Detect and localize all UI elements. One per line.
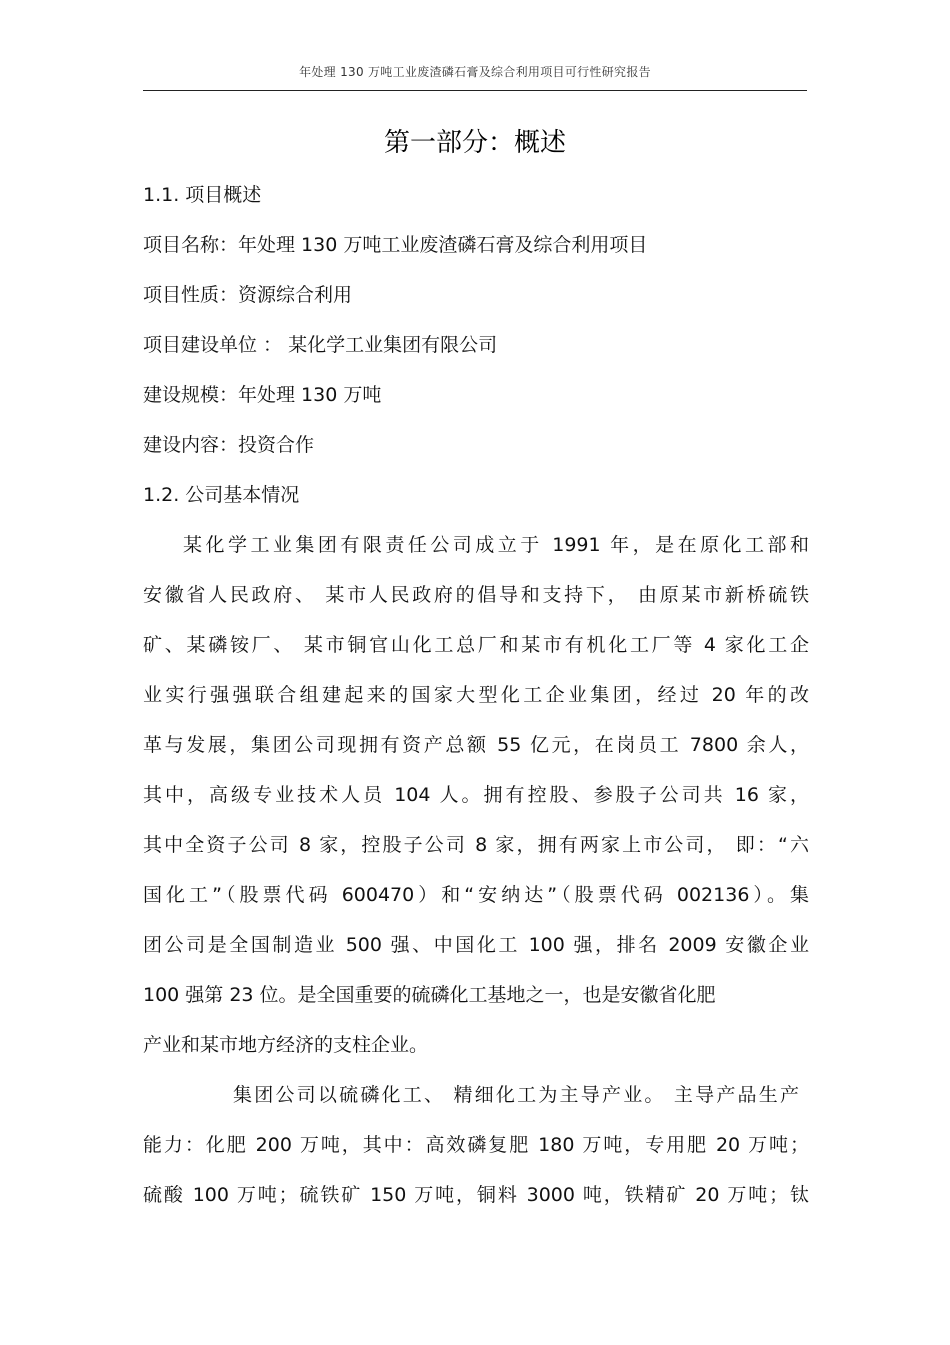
paragraph-line: 能力：化肥 200 万吨，其中：高效磷复肥 180 万吨，专用肥 20 万吨； bbox=[143, 1134, 809, 1156]
paragraph-line: 矿、某磷铵厂、 某市铜官山化工总厂和某市有机化工厂等 4 家化工企 bbox=[143, 634, 809, 656]
paragraph-line: 集团公司以硫磷化工、 精细化工为主导产业。 主导产品生产 bbox=[233, 1084, 799, 1106]
field-construction-unit: 项目建设单位 ： 某化学工业集团有限公司 bbox=[143, 334, 498, 356]
paragraph-line: 团公司是全国制造业 500 强、中国化工 100 强，排名 2009 安徽企业 bbox=[143, 934, 809, 956]
paragraph-line: 硫酸 100 万吨；硫铁矿 150 万吨，铜料 3000 吨，铁精矿 20 万吨；钛 bbox=[143, 1184, 809, 1206]
field-construction-scale: 建设规模：年处理 130 万吨 bbox=[143, 384, 382, 406]
paragraph-line: 国化工”（股票代码 600470）和“安纳达”（股票代码 002136）。集 bbox=[143, 884, 809, 906]
field-project-name: 项目名称：年处理 130 万吨工业废渣磷石膏及综合利用项目 bbox=[143, 234, 648, 256]
header-rule bbox=[143, 90, 807, 91]
paragraph-line: 安徽省人民政府、 某市人民政府的倡导和支持下， 由原某市新桥硫铁 bbox=[143, 584, 809, 606]
paragraph-line: 其中全资子公司 8 家，控股子公司 8 家，拥有两家上市公司， 即：“六 bbox=[143, 834, 809, 856]
field-construction-content: 建设内容：投资合作 bbox=[143, 434, 315, 456]
section-heading-1-2: 1.2. 公司基本情况 bbox=[143, 484, 300, 506]
paragraph-line: 革与发展，集团公司现拥有资产总额 55 亿元，在岗员工 7800 余人， bbox=[143, 734, 809, 756]
paragraph-line: 其中，高级专业技术人员 104 人。拥有控股、参股子公司共 16 家， bbox=[143, 784, 809, 806]
field-project-nature: 项目性质：资源综合利用 bbox=[143, 284, 353, 306]
running-header: 年处理 130 万吨工业废渣磷石膏及综合利用项目可行性研究报告 bbox=[299, 65, 651, 79]
paragraph-line: 某化学工业集团有限责任公司成立于 1991 年，是在原化工部和 bbox=[183, 534, 809, 556]
section-heading-1-1: 1.1. 项目概述 bbox=[143, 184, 262, 206]
paragraph-line: 产业和某市地方经济的支柱企业。 bbox=[143, 1034, 429, 1056]
paragraph-line: 100 强第 23 位。是全国重要的硫磷化工基地之一，也是安徽省化肥 bbox=[143, 984, 716, 1006]
paragraph-line: 业实行强强联合组建起来的国家大型化工企业集团，经过 20 年的改 bbox=[143, 684, 809, 706]
page-title: 第一部分：概述 bbox=[383, 128, 566, 158]
